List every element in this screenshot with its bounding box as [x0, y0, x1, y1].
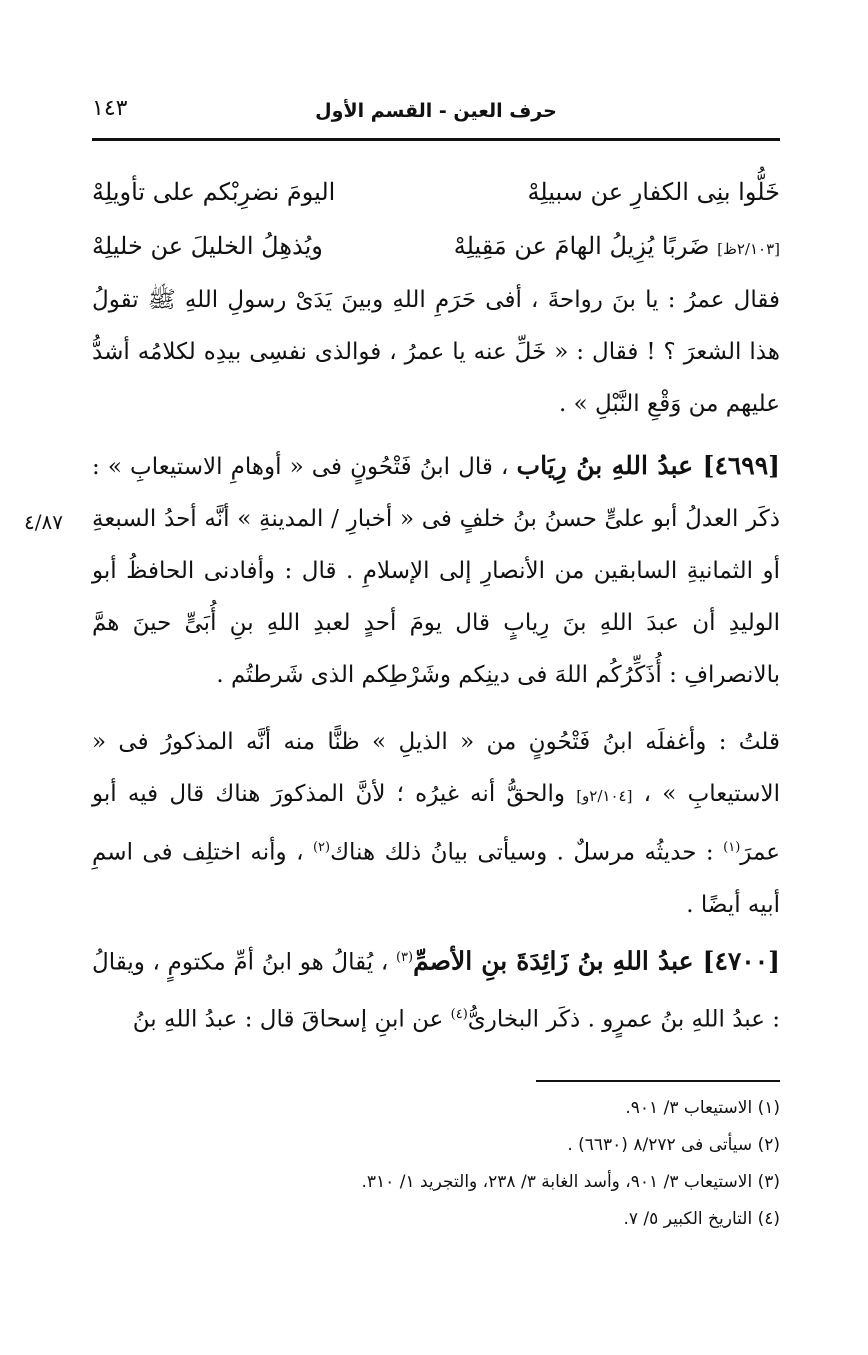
footnote-marker-2: (٢)	[312, 840, 331, 855]
page-number: ١٤٣	[92, 96, 128, 121]
entry-4699-text: ، قال ابنُ فَتْحُونٍ فى « أوهامِ الاستيعابِ » : ذكَر العدلُ أبو علىٍّ حسنُ بنُ خلفٍ فى « أخبارِ / المدينةِ » أنَّه أحدُ السبعةِ أو الثمانيةِ السابقين من الأنصارِ إلى الإسلامِ . قال : وأفادنى الحافظُ أبو الوليدِ أن عبدَ اللهِ بنَ رِيابٍ قال يومَ أحدٍ لعبدِ اللهِ بنِ أُبَىٍّ حينَ همَّ بالانصرافِ : أُذَكِّرُكُم اللهَ فى دينِكم وشَرْطِكم الذى شَرطتُم .	[92, 454, 780, 688]
entry-4700-heading: [٤٧٠٠] عبدُ اللهِ بنُ زَائِدَةَ بنِ الأصمِّ	[413, 946, 781, 976]
verse-line-1	[92, 168, 780, 220]
footnote-marker-1: (١)	[723, 840, 741, 855]
running-header	[92, 94, 780, 130]
entry-4700: [٤٧٠٠] عبدُ اللهِ بنُ زَائِدَةَ بنِ الأصمِّ$^{(٣)}$ ، يُقالُ هو ابنُ أمِّ مكتومٍ ، ويقالُ : عبدُ اللهِ بنُ عمرٍو . ذكَر البخارىُّ$^{(٤)}$ عن ابنِ إسحاقَ قال : عبدُ اللهِ بنُ	[92, 946, 781, 1033]
manuscript-ref-2: [٢/١٠٤و]	[576, 787, 633, 805]
footnote-3: (٣) الاستيعاب ٣/ ٩٠١، وأسد الغابة ٣/ ٢٣٨، والتجريد ١/ ٣١٠.	[361, 1172, 780, 1192]
footnote-marker-3: (٣)	[395, 950, 414, 965]
footnote-1: (١) الاستيعاب ٣/ ٩٠١.	[625, 1098, 780, 1118]
paragraph-1: فقال عمرُ : يا بنَ رواحةَ ، أفى حَرَمِ اللهِ وبينَ يَدَىْ رسولِ اللهِ ﷺ تقولُ هذا الشعرَ ؟ ! فقال : « خَلِّ عنه يا عمرُ ، فوالذى نفسِى بيدِه لكلامُه أشدُّ عليهم من وَقْعِ النَّبْلِ » .	[92, 287, 780, 417]
header-rule	[92, 138, 780, 141]
footnote-4: (٤) التاريخ الكبير ٥/ ٧.	[623, 1209, 780, 1229]
verse-1-hemistich-1: خَلُّوا بنِى الكفارِ عن سبيلِهْ	[527, 178, 780, 206]
verse-2-hemistich-2: ويُذهِلُ الخليلَ عن خليلِهْ	[92, 232, 323, 260]
verse-line-2	[92, 222, 780, 274]
footnote-separator	[536, 1080, 780, 1082]
footnotes	[92, 1090, 780, 1238]
entry-4699-heading: [٤٦٩٩] عبدُ اللهِ بنُ رِيَاب	[516, 451, 780, 480]
verse-1-hemistich-2: اليومَ نضرِبْكم على تأويلِهْ	[92, 178, 336, 206]
footnote-marker-4: (٤)	[450, 1006, 468, 1022]
header-title: حرف العين - القسم الأول	[315, 100, 557, 122]
paragraph-3: قلتُ : وأغفلَه ابنُ فَتْحُونٍ من « الذيلِ » ظنًّا منه أنَّه المذكورُ فى « الاستيعابِ » ، [٢/١٠٤و] والحقُّ أنه غيرُه ؛ لأنَّ المذكورَ هناك قال فيه أبو عمرَ$^{(١)}$ : حديثُه مرسلٌ . وسيأتى بيانُ ذلك هناك$^{(٢)}$ ، وأنه اختلِف فى اسمِ أبيه أيضًا .	[92, 729, 780, 918]
footnote-2: (٢) سيأتى فى ٨/٢٧٢ (٦٦٣٠) .	[567, 1135, 780, 1155]
margin-reference: ٤/٨٧	[24, 510, 63, 534]
manuscript-ref: [٢/١٠٣ظ]	[717, 240, 780, 258]
entry-4699	[92, 440, 780, 701]
verse-2-hemistich-1: [٢/١٠٣ظ] ضَربًا يُزِيلُ الهامَ عن مَقِيلِهْ	[453, 232, 780, 260]
